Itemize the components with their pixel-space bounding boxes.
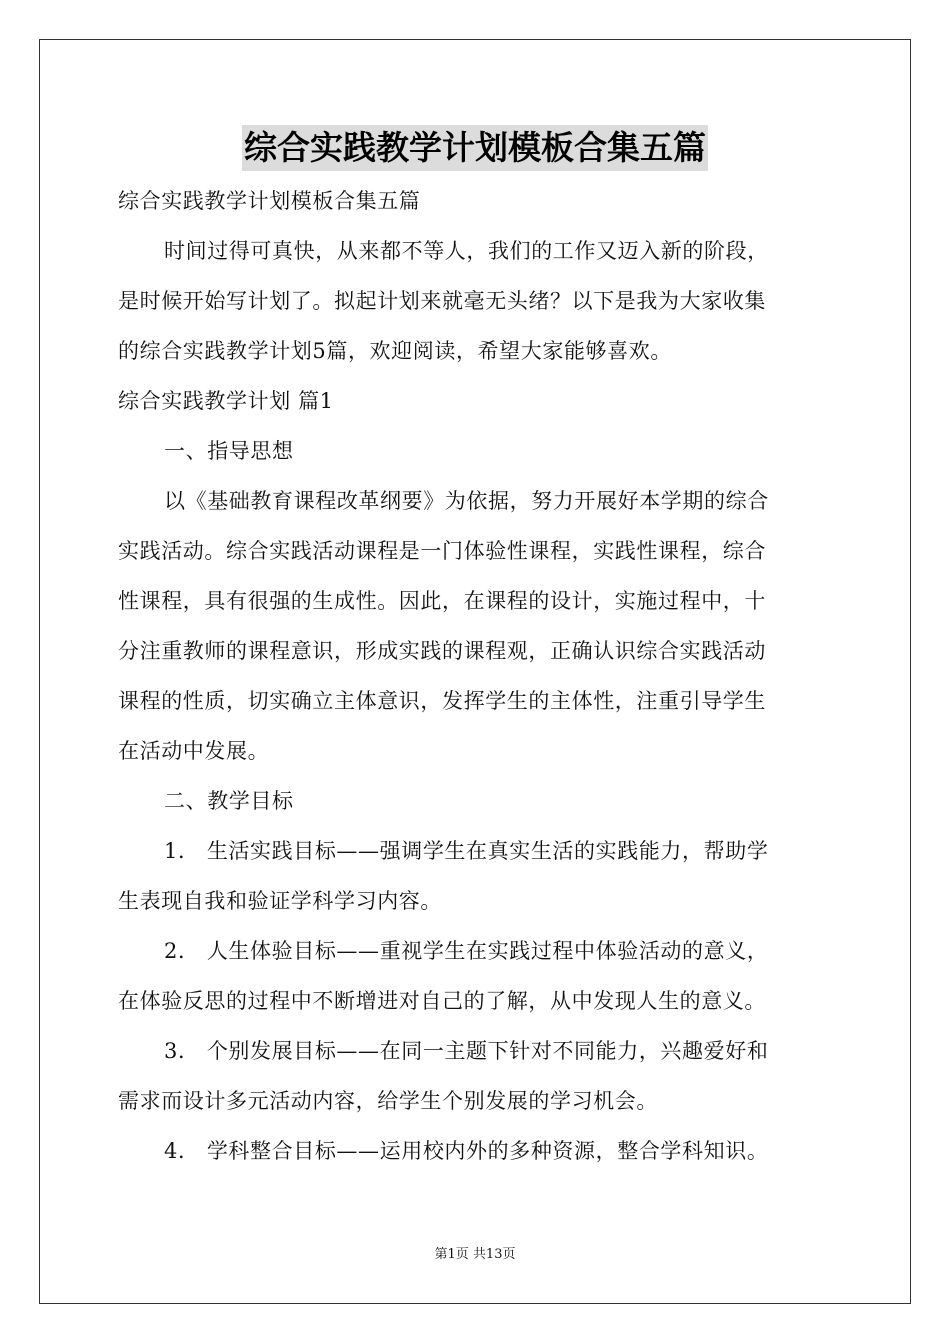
page-footer: 第1页 共13页 bbox=[434, 1247, 516, 1262]
text-line: 综合实践教学计划 篇1 bbox=[118, 389, 334, 413]
text-line: 生表现自我和验证学科学习内容。 bbox=[118, 889, 442, 913]
text-line: 实践活动。综合实践活动课程是一门体验性课程，实践性课程，综合 bbox=[118, 539, 766, 563]
text-line: 在体验反思的过程中不断增进对自己的了解，从中发现人生的意义。 bbox=[118, 989, 766, 1013]
text-line: 需求而设计多元活动内容，给学生个别发展的学习机会。 bbox=[118, 1089, 658, 1113]
text-line: 3． 个别发展目标——在同一主题下针对不同能力，兴趣爱好和 bbox=[164, 1039, 769, 1063]
text-line: 分注重教师的课程意识，形成实践的课程观，正确认识综合实践活动 bbox=[118, 639, 766, 663]
title-wrap bbox=[0, 125, 950, 171]
text-line: 的综合实践教学计划5篇，欢迎阅读，希望大家能够喜欢。 bbox=[118, 339, 672, 363]
text-line: 1． 生活实践目标——强调学生在真实生活的实践能力，帮助学 bbox=[164, 839, 769, 863]
text-line: 在活动中发展。 bbox=[118, 739, 270, 763]
text-line: 综合实践教学计划模板合集五篇 bbox=[118, 189, 421, 213]
text-line: 课程的性质，切实确立主体意识，发挥学生的主体性，注重引导学生 bbox=[118, 689, 766, 713]
text-line: 一、指导思想 bbox=[164, 439, 294, 463]
text-line: 以《基础教育课程改革纲要》为依据，努力开展好本学期的综合 bbox=[164, 489, 769, 513]
text-line: 4． 学科整合目标——运用校内外的多种资源，整合学科知识。 bbox=[164, 1139, 769, 1163]
document-body bbox=[118, 176, 838, 1176]
document-title: 综合实践教学计划模板合集五篇 bbox=[242, 125, 708, 171]
text-line: 性课程，具有很强的生成性。因此，在课程的设计，实施过程中，十 bbox=[118, 589, 766, 613]
text-line: 二、教学目标 bbox=[164, 789, 294, 813]
text-line: 是时候开始写计划了。拟起计划来就毫无头绪？以下是我为大家收集 bbox=[118, 289, 766, 313]
text-line: 2． 人生体验目标——重视学生在实践过程中体验活动的意义， bbox=[164, 939, 769, 963]
text-line: 时间过得可真快，从来都不等人，我们的工作又迈入新的阶段， bbox=[164, 239, 769, 263]
